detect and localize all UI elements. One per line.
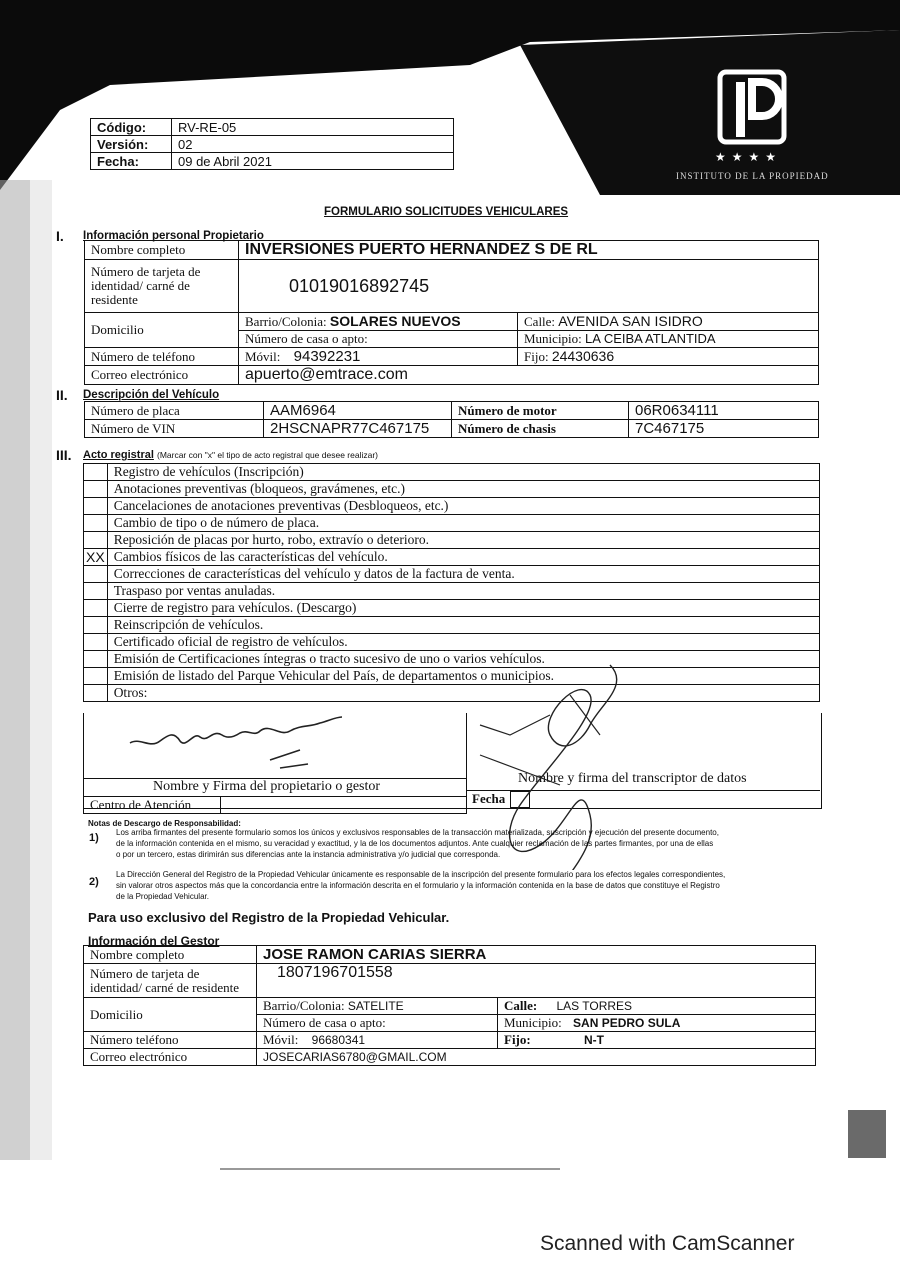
act-label: Reposición de placas por hurto, robo, extravío o deterioro.: [107, 532, 819, 549]
section2-number: II.: [56, 387, 68, 403]
act-checkbox[interactable]: [84, 617, 108, 634]
note2-line2: sin valorar otros aspectos más que la concordancia entre la información descrita en el formulario y la información contenida en la base de datos que constituye el Registro: [116, 881, 720, 890]
act-row: [84, 481, 820, 498]
gestor-movil-label: Móvil:: [263, 1032, 299, 1047]
codigo-value: RV-RE-05: [172, 119, 454, 136]
act-checkbox[interactable]: [84, 634, 108, 651]
act-label: Cancelaciones de anotaciones preventivas (Desbloqueos, etc.): [107, 498, 819, 515]
gestor-movil-value: 96680341: [311, 1033, 366, 1047]
gestor-phone-label: Número teléfono: [84, 1032, 257, 1049]
note1-text: [116, 827, 719, 860]
act-checkbox[interactable]: [84, 498, 108, 515]
act-row: [84, 583, 820, 600]
act-checkbox[interactable]: [84, 532, 108, 549]
motor-label: Número de motor: [452, 402, 629, 420]
act-label: Cambio de tipo o de número de placa.: [107, 515, 819, 532]
owner-movil-value: 94392231: [293, 348, 361, 365]
act-checkbox[interactable]: [84, 583, 108, 600]
act-label: Reinscripción de vehículos.: [107, 617, 819, 634]
section3-number: III.: [56, 447, 72, 463]
owner-signature-label: Nombre y Firma del propietario o gestor: [153, 779, 381, 794]
chasis-value: 7C467175: [629, 420, 819, 438]
gestor-name-value: JOSE RAMON CARIAS SIERRA: [257, 946, 816, 964]
owner-email-value: apuerto@emtrace.com: [239, 366, 819, 385]
placa-value: AAM6964: [264, 402, 452, 420]
codigo-label: Código:: [91, 119, 172, 136]
logo-stars: ★★★★: [715, 150, 783, 164]
chasis-label: Número de chasis: [452, 420, 629, 438]
gestor-barrio-value: SATELITE: [347, 999, 404, 1013]
owner-id-value: 01019016892745: [239, 260, 819, 313]
gestor-id-value: 1807196701558: [257, 964, 816, 998]
owner-fijo-label: Fijo:: [524, 349, 549, 364]
act-row: [84, 532, 820, 549]
document-code-table: [90, 118, 454, 170]
section3-title: Acto registral: [83, 449, 154, 461]
act-row: [84, 549, 820, 566]
ip-logo-icon: [712, 68, 792, 148]
act-row: [84, 617, 820, 634]
gestor-fijo-value: N-T: [583, 1033, 604, 1047]
act-label: Cambios físicos de las características del vehículo.: [107, 549, 819, 566]
act-label: Certificado oficial de registro de vehículos.: [107, 634, 819, 651]
owner-movil-label: Móvil:: [245, 349, 281, 364]
note2-line3: de la Propiedad Vehicular.: [116, 892, 209, 901]
owner-signature-icon: [120, 715, 420, 775]
owner-phone-label: Número de teléfono: [85, 348, 239, 366]
owner-municipio-value: LA CEIBA ATLANTIDA: [585, 331, 716, 346]
form-title: FORMULARIO SOLICITUDES VEHICULARES: [324, 206, 569, 218]
vehicle-table: [84, 401, 819, 438]
gestor-casa-label: Número de casa o apto:: [257, 1015, 498, 1032]
gestor-table: [83, 945, 816, 1066]
fecha-transcriptor-label: Fecha: [472, 791, 506, 806]
section2-title: Descripción del Vehículo: [83, 389, 220, 401]
act-checkbox[interactable]: [84, 481, 108, 498]
owner-fijo-value: 24430636: [551, 348, 615, 364]
section3-header: [83, 449, 378, 461]
act-label: Emisión de listado del Parque Vehicular del País, de departamentos o municipios.: [107, 668, 819, 685]
owner-calle-label: Calle:: [524, 314, 556, 329]
bottom-scan-line: [220, 1168, 560, 1170]
owner-id-label: Número de tarjeta de identidad/ carné de residente: [85, 260, 239, 313]
owner-name-value: INVERSIONES PUERTO HERNANDEZ S DE RL: [239, 241, 819, 260]
act-checkbox[interactable]: [84, 668, 108, 685]
gestor-barrio-label: Barrio/Colonia:: [263, 998, 345, 1013]
owner-casa-label: Número de casa o apto:: [239, 331, 518, 348]
fecha-value: 09 de Abril 2021: [172, 153, 454, 170]
gestor-title: Información del Gestor: [88, 934, 220, 948]
act-checkbox[interactable]: [84, 600, 108, 617]
note1-line1: Los arriba firmantes del presente formulario somos los únicos y exclusivos responsables de la transacción materializada, suscripción y ejecución del presente documento,: [116, 828, 719, 837]
version-value: 02: [172, 136, 454, 153]
owner-barrio-label: Barrio/Colonia:: [245, 314, 327, 329]
note1-line2: de la información contenida en el mismo, su veracidad y exactitud, y la de los documentos adjuntos. Ante cualquier reclamación de las partes firmantes, por una de ellas: [116, 839, 714, 848]
gestor-calle-value: LAS TORRES: [556, 999, 633, 1013]
act-label: Correcciones de características del vehículo y datos de la factura de venta.: [107, 566, 819, 583]
gestor-id-label: Número de tarjeta de identidad/ carné de residente: [84, 964, 257, 998]
camscanner-footer: Scanned with CamScanner: [540, 1232, 795, 1255]
act-checkbox[interactable]: [84, 566, 108, 583]
section1-title: Información personal Propietario: [83, 230, 264, 242]
gestor-municipio-value: SAN PEDRO SULA: [573, 1016, 681, 1030]
gestor-email-label: Correo electrónico: [84, 1049, 257, 1066]
transcriber-signature-label: Nombre y firma del transcriptor de datos: [518, 771, 747, 786]
owner-email-label: Correo electrónico: [85, 366, 239, 385]
act-row: [84, 464, 820, 481]
note1-number: 1): [89, 832, 99, 844]
section3-subtitle: (Marcar con "x" el tipo de acto registral que desee realizar): [156, 450, 378, 460]
centro-label: Centro de Atención: [83, 796, 221, 814]
logo-text: INSTITUTO DE LA PROPIEDAD: [676, 171, 829, 181]
fecha-label: Fecha:: [91, 153, 172, 170]
vin-label: Número de VIN: [85, 420, 264, 438]
note2-number: 2): [89, 876, 99, 888]
owner-address-label: Domicilio: [85, 313, 239, 348]
gestor-email-value: JOSECARIAS6780@GMAIL.COM: [257, 1049, 816, 1066]
section1-number: I.: [56, 228, 64, 244]
gestor-name-label: Nombre completo: [84, 946, 257, 964]
notes-title: Notas de Descargo de Responsabilidad:: [88, 819, 241, 828]
logo: [712, 68, 792, 148]
act-row: [84, 566, 820, 583]
act-checkbox[interactable]: [84, 464, 108, 481]
act-row: [84, 515, 820, 532]
act-label: Traspaso por ventas anuladas.: [107, 583, 819, 600]
owner-barrio-value: SOLARES NUEVOS: [329, 313, 461, 329]
act-label: Otros:: [107, 685, 819, 702]
gestor-address-label: Domicilio: [84, 998, 257, 1032]
act-checkbox[interactable]: [84, 515, 108, 532]
vin-value: 2HSCNAPR77C467175: [264, 420, 452, 438]
exclusive-use-heading: Para uso exclusivo del Registro de la Propiedad Vehicular.: [88, 910, 450, 925]
gestor-fijo-label: Fijo:: [504, 1032, 531, 1047]
act-label: Registro de vehículos (Inscripción): [107, 464, 819, 481]
version-label: Versión:: [91, 136, 172, 153]
act-checkbox[interactable]: [84, 685, 108, 702]
note2-text: [116, 869, 725, 902]
act-row: [84, 600, 820, 617]
act-row: [84, 498, 820, 515]
act-label: Emisión de Certificaciones íntegras o tracto sucesivo de uno o varios vehículos.: [107, 651, 819, 668]
owner-name-label: Nombre completo: [85, 241, 239, 260]
act-checkbox[interactable]: [84, 651, 108, 668]
act-checkbox[interactable]: XX: [84, 549, 108, 566]
motor-value: 06R0634111: [629, 402, 819, 420]
act-row: [84, 634, 820, 651]
gestor-municipio-label: Municipio:: [504, 1015, 562, 1030]
owner-calle-value: AVENIDA SAN ISIDRO: [558, 313, 703, 329]
placa-label: Número de placa: [85, 402, 264, 420]
centro-value: [213, 796, 467, 814]
owner-municipio-label: Municipio:: [524, 331, 582, 346]
act-label: Anotaciones preventivas (bloqueos, gravámenes, etc.): [107, 481, 819, 498]
gestor-calle-label: Calle:: [504, 998, 538, 1013]
note1-line3: o por un tercero, estas dirimirán sus diferencias ante la instancia administrativa y/o judicial que corresponda.: [116, 850, 501, 859]
note2-line1: La Dirección General del Registro de la Propiedad Vehicular únicamente es responsable de la inscripción del presente formulario para los efectos legales correspondientes,: [116, 870, 726, 879]
owner-info-table: [84, 240, 819, 385]
act-label: Cierre de registro para vehículos. (Descargo): [107, 600, 819, 617]
